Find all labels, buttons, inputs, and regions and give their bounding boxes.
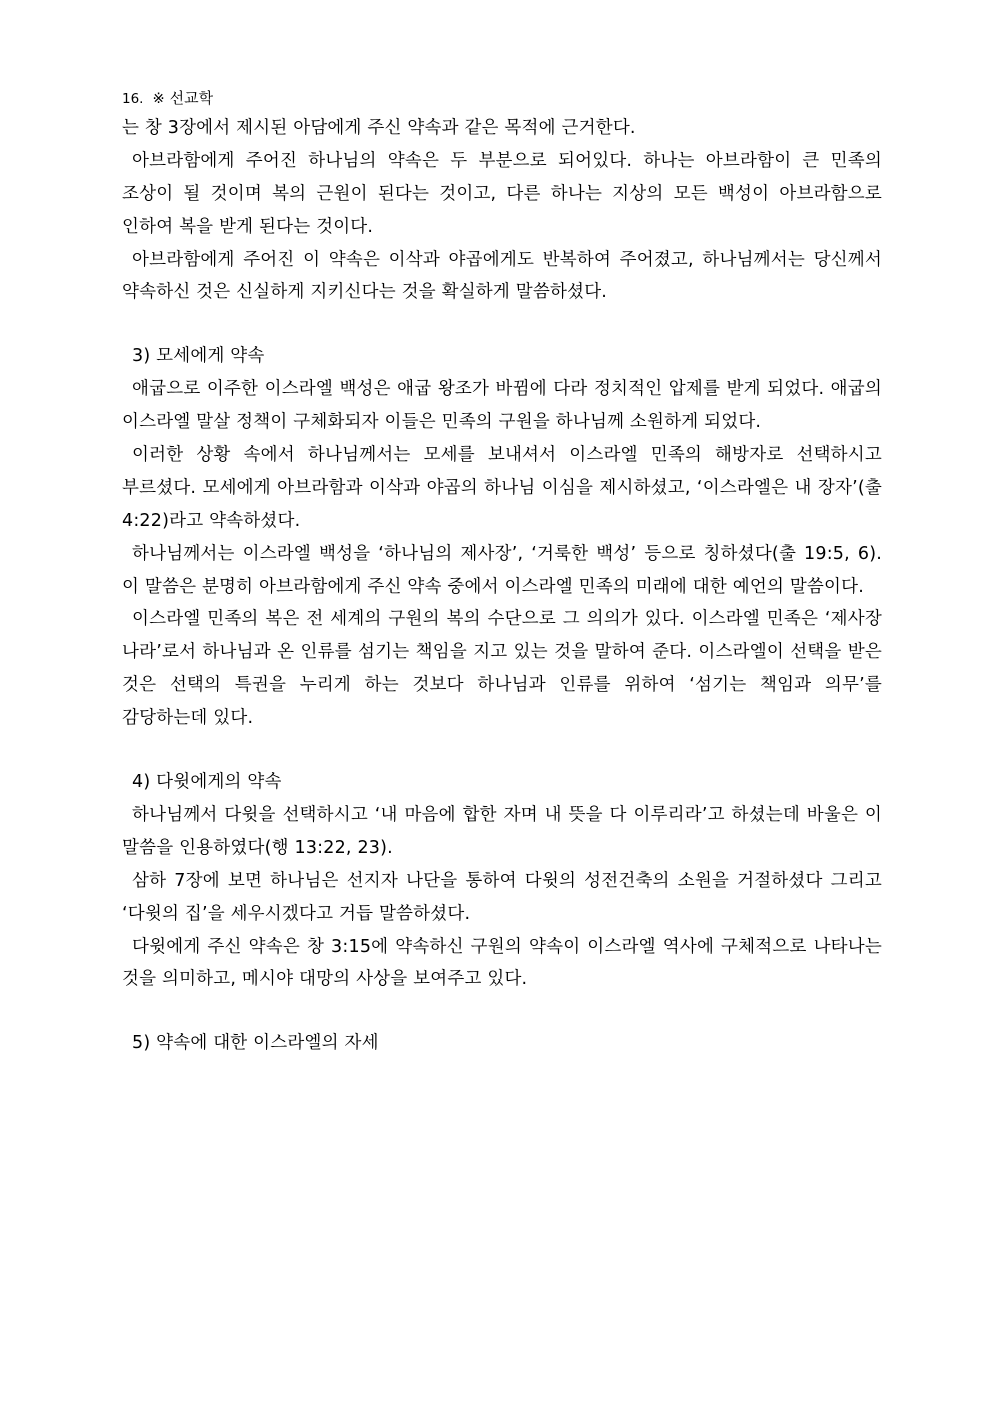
paragraph: 아브라함에게 주어진 하나님의 약속은 두 부분으로 되어있다. 하나는 아브라함이 큰 민족의 조상이 될 것이며 복의 근원이 된다는 것이고, 다른 하나는 지상의 모든 백성이 아브라함으로 인하여 복을 받게 된다는 것이다.	[122, 150, 882, 237]
paragraph: 이러한 상황 속에서 하나님께서는 모세를 보내셔서 이스라엘 민족의 해방자로 선택하시고 부르셨다. 모세에게 아브라함과 이삭과 야곱의 하나님 이심을 제시하셨고, ‘이스라엘은 내 장자’(출 4:22)라고 약속하셨다.	[122, 445, 882, 531]
paragraph: 애굽으로 이주한 이스라엘 백성은 애굽 왕조가 바뀜에 다라 정치적인 압제를 받게 되었다. 애굽의 이스라엘 말살 정책이 구체화되자 이들은 민족의 구원을 하나님께 소원하게 되었다.	[122, 379, 882, 433]
section-spacer	[122, 735, 882, 766]
section-heading: 5) 약속에 대한 이스라엘의 자세	[132, 1033, 379, 1054]
document-content	[122, 88, 882, 1060]
paragraph: 아브라함에게 주어진 이 약속은 이삭과 야곱에게도 반복하여 주어졌고, 하나님께서는 당신께서 약속하신 것은 신실하게 지키신다는 것을 확실하게 말씀하셨다.	[122, 249, 882, 303]
reference-mark-icon: ※	[152, 91, 165, 107]
page-title: 선교학	[169, 89, 214, 107]
paragraph: 이스라엘 민족의 복은 전 세계의 구원의 복의 수단으로 그 의의가 있다. 이스라엘 민족은 ‘제사장 나라’로서 하나님과 온 인류를 섬기는 책임을 지고 있는 것을 말하여 준다. 이스라엘이 선택을 받은 것은 선택의 특권을 누리게 하는 것보다 하나님과 인류를 위하여 ‘섬기는 책임과 의무’를 감당하는데 있다.	[122, 609, 882, 729]
section-spacer	[122, 996, 882, 1027]
section-spacer	[122, 309, 882, 340]
section-heading: 4) 다윗에게의 약속	[132, 772, 282, 793]
paragraph: 하나님께서는 이스라엘 백성을 ‘하나님의 제사장’, ‘거룩한 백성’ 등으로 칭하셨다(출 19:5, 6). 이 말씀은 분명히 아브라함에게 주신 약속 중에서 이스라엘 민족의 미래에 대한 예언의 말씀이다.	[122, 543, 882, 597]
page-header	[122, 88, 882, 110]
page-number: 16.	[122, 91, 144, 107]
section-heading: 3) 모세에게 약속	[132, 346, 265, 367]
paragraph: 삼하 7장에 보면 하나님은 선지자 나단을 통하여 다윗의 성전건축의 소원을 거절하셨다 그리고 ‘다윗의 집’을 세우시겠다고 거듭 말씀하셨다.	[122, 870, 882, 924]
paragraph: 하나님께서 다윗을 선택하시고 ‘내 마음에 합한 자며 내 뜻을 다 이루리라’고 하셨는데 바울은 이 말씀을 인용하였다(행 13:22, 23).	[122, 804, 882, 858]
paragraph: 다윗에게 주신 약속은 창 3:15에 약속하신 구원의 약속이 이스라엘 역사에 구체적으로 나타나는 것을 의미하고, 메시야 대망의 사상을 보여주고 있다.	[122, 936, 882, 990]
paragraph: 는 창 3장에서 제시된 아담에게 주신 약속과 같은 목적에 근거한다.	[122, 118, 636, 139]
